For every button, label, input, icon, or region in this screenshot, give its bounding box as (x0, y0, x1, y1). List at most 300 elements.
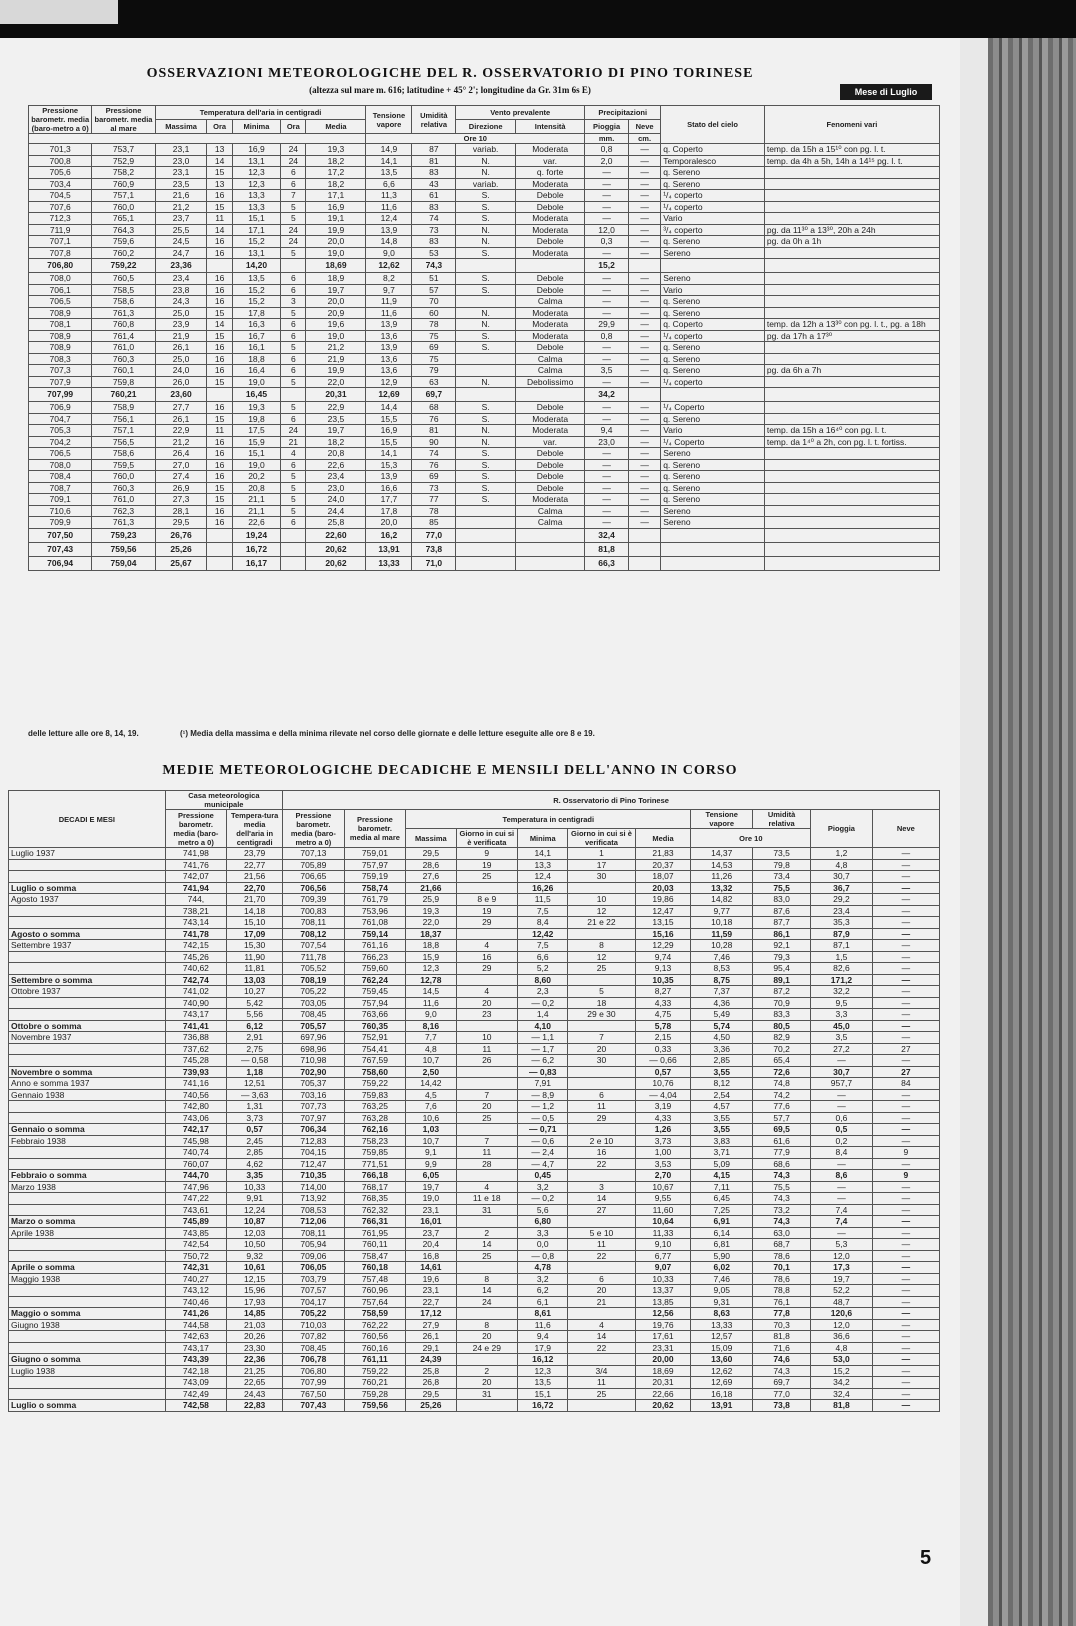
table-cell: 20,37 (635, 859, 691, 871)
table-cell: S. (456, 342, 516, 354)
table-cell: 15,2 (232, 284, 280, 296)
table-cell: 74,3 (753, 1193, 811, 1205)
table-cell: 14,1 (518, 848, 568, 860)
table-cell: 12,9 (366, 376, 412, 388)
table-cell: 24 (281, 425, 306, 437)
table-cell: 707,57 (283, 1285, 345, 1297)
decade-average-row (29, 259, 940, 273)
table-cell: 74,3 (753, 1216, 811, 1228)
table-row (9, 1009, 940, 1021)
table-cell: 29 (456, 917, 518, 929)
table-cell: 24 (281, 236, 306, 248)
col-pressure-sea: Pressione barometr. media al mare (92, 106, 155, 134)
table-cell: 72,6 (753, 1066, 811, 1078)
table-cell: 16 (207, 505, 232, 517)
table-cell: pg. da 11³⁰ a 13³⁰, 20h a 24h (764, 224, 939, 236)
scan-corner (0, 0, 118, 24)
table-row (9, 894, 940, 906)
table-cell: 12 (568, 951, 635, 963)
table-cell (456, 365, 516, 377)
table-cell: 25 (456, 871, 518, 883)
table-cell: 13,91 (691, 1400, 753, 1412)
table-cell: S. (456, 247, 516, 259)
table-cell: 78,6 (753, 1273, 811, 1285)
table-cell: 741,02 (165, 986, 227, 998)
table-cell: 697,96 (283, 1032, 345, 1044)
table-cell: 10,7 (406, 1055, 456, 1067)
table-cell: — (585, 517, 629, 529)
table-cell (764, 556, 939, 570)
table-cell: 759,04 (92, 556, 155, 570)
table-cell: 19,9 (306, 224, 366, 236)
col-temperature: Temperatura dell'aria in centigradi (155, 106, 366, 120)
table-cell: 13,1 (232, 155, 280, 167)
table-cell: S. (456, 402, 516, 414)
table-cell: 19,7 (406, 1181, 456, 1193)
table-cell: q. Sereno (661, 307, 765, 319)
table-cell: 20,0 (366, 517, 412, 529)
table-cell: 18,8 (232, 353, 280, 365)
table-cell: 742,58 (165, 1400, 227, 1412)
table-cell: 9,9 (406, 1158, 456, 1170)
table-cell: 6 (281, 319, 306, 331)
table-cell: 12,03 (227, 1227, 283, 1239)
table-cell: temp. da 15h a 15¹⁰ con pg. l. t. (764, 144, 939, 156)
table-cell: — (872, 1331, 939, 1343)
table-cell (9, 1204, 166, 1216)
table-cell: 53,0 (811, 1354, 873, 1366)
table-cell: S. (456, 273, 516, 285)
table-cell: 29 (568, 1112, 635, 1124)
table-cell: Gennaio 1938 (9, 1089, 166, 1101)
table-cell: 6 (281, 178, 306, 190)
table-cell: 12,4 (518, 871, 568, 883)
table-cell (764, 259, 939, 273)
table-cell: 7,5 (518, 940, 568, 952)
table-cell (568, 1400, 635, 1412)
table-row (29, 236, 940, 248)
table-cell: 18,69 (635, 1365, 691, 1377)
table-cell: 27 (568, 1204, 635, 1216)
table-cell: 22 (568, 1158, 635, 1170)
table-cell: 10,64 (635, 1216, 691, 1228)
table-cell: 5,78 (635, 1020, 691, 1032)
table-cell: 7 (456, 1089, 518, 1101)
table-cell: Settembre 1937 (9, 940, 166, 952)
table-cell: 74,2 (753, 1089, 811, 1101)
table-cell: 3 (281, 296, 306, 308)
table-cell: 7,25 (691, 1204, 753, 1216)
table-cell: S. (456, 213, 516, 225)
table-cell: — 0,66 (635, 1055, 691, 1067)
table-cell: 1,5 (811, 951, 873, 963)
table-cell: ³/₄ coperto (661, 224, 765, 236)
table-cell: 86,1 (753, 928, 811, 940)
table-cell: 15,10 (227, 917, 283, 929)
normal-avg-row (29, 556, 940, 570)
table-cell: Luglio 1937 (9, 848, 166, 860)
table-cell: 25,26 (155, 542, 207, 556)
table-cell: 763,28 (344, 1112, 406, 1124)
table-cell: 707,9 (29, 376, 92, 388)
table-cell: 19,86 (635, 894, 691, 906)
table-cell: 9,07 (635, 1262, 691, 1274)
table-cell: 9,77 (691, 905, 753, 917)
table-cell: 11,90 (227, 951, 283, 963)
table-cell: 6 (281, 365, 306, 377)
table-cell: 19,6 (406, 1273, 456, 1285)
table-cell: Moderata (516, 494, 585, 506)
table-cell: 36,7 (811, 882, 873, 894)
table-cell: 705,89 (283, 859, 345, 871)
table-row (9, 882, 940, 894)
table-cell: 742,07 (165, 871, 227, 883)
table-cell: 16 (207, 236, 232, 248)
table-row (29, 319, 940, 331)
table-cell: 25 (568, 963, 635, 975)
table-cell: 20,62 (306, 556, 366, 570)
table-cell (516, 388, 585, 402)
table-cell: q. Sereno (661, 342, 765, 354)
table-cell: 23,30 (227, 1342, 283, 1354)
table-cell: 743,17 (165, 1009, 227, 1021)
table-cell (456, 882, 518, 894)
table-cell: — (872, 917, 939, 929)
table-cell: — 4,7 (518, 1158, 568, 1170)
table-cell: 15 (207, 482, 232, 494)
table-cell: 13,5 (366, 167, 412, 179)
table-cell: 70,3 (753, 1319, 811, 1331)
table-cell: Sereno (661, 505, 765, 517)
table-cell: — (628, 307, 660, 319)
table-cell: 759,56 (344, 1400, 406, 1412)
table-cell: 20,62 (306, 542, 366, 556)
table-cell: 73,2 (753, 1204, 811, 1216)
table-cell (456, 1124, 518, 1136)
table-cell: Settembre o somma (9, 974, 166, 986)
table-row (29, 213, 940, 225)
table-cell: — (872, 986, 939, 998)
table-cell: 712,3 (29, 213, 92, 225)
table-cell: 45,0 (811, 1020, 873, 1032)
table-cell: 82,6 (811, 963, 873, 975)
table-cell: 77,8 (753, 1308, 811, 1320)
table-cell: Novembre 1937 (9, 1032, 166, 1044)
table-cell: 743,17 (165, 1342, 227, 1354)
table-cell: 10 (456, 1032, 518, 1044)
table-cell: Luglio 1938 (9, 1365, 166, 1377)
table-cell: 760,3 (92, 482, 155, 494)
table-cell: 7,6 (406, 1101, 456, 1113)
table-cell: 13 (207, 144, 232, 156)
table-cell: Debole (516, 273, 585, 285)
table-cell: — (628, 167, 660, 179)
table-cell: 3,55 (691, 1124, 753, 1136)
table-cell: 9,05 (691, 1285, 753, 1297)
table-cell: 17 (568, 859, 635, 871)
table-cell: q. Sereno (661, 236, 765, 248)
table-cell: 12,69 (691, 1377, 753, 1389)
table-cell: 739,93 (165, 1066, 227, 1078)
table-row (9, 1342, 940, 1354)
table-cell: 68,6 (753, 1158, 811, 1170)
table-cell: 20,8 (306, 448, 366, 460)
table-cell: 8 (456, 1273, 518, 1285)
table-cell: — (872, 1262, 939, 1274)
table-cell: 22,6 (306, 459, 366, 471)
table-cell: 703,16 (283, 1089, 345, 1101)
table-cell: ¹/₄ Coperto (661, 402, 765, 414)
table-cell: 741,94 (165, 882, 227, 894)
table-cell (207, 528, 232, 542)
col-precip: Precipitazioni (585, 106, 661, 120)
table-cell: — (628, 201, 660, 213)
decade-average-row (29, 528, 940, 542)
table-cell (281, 556, 306, 570)
table-cell: 758,59 (344, 1308, 406, 1320)
table-cell: 707,99 (283, 1377, 345, 1389)
table-cell: 32,4 (585, 528, 629, 542)
table-cell: 705,57 (283, 1020, 345, 1032)
table-cell (516, 542, 585, 556)
decadal-means-table (8, 790, 940, 1412)
table-cell: N. (456, 376, 516, 388)
table-cell (764, 273, 939, 285)
table-cell: 5,2 (518, 963, 568, 975)
table-cell: 16,1 (232, 342, 280, 354)
table-cell: 81,8 (811, 1400, 873, 1412)
table-cell: 10,76 (635, 1078, 691, 1090)
table-cell: 707,99 (29, 388, 92, 402)
table-cell: — 0,71 (518, 1124, 568, 1136)
page-gutter (960, 38, 988, 1626)
table-cell: 0,45 (518, 1170, 568, 1182)
table-cell: 14,18 (227, 905, 283, 917)
col-hum2: Umidità relativa (753, 810, 811, 829)
table-cell: 1,4 (518, 1009, 568, 1021)
table-cell: 16,4 (232, 365, 280, 377)
table-cell: 26,8 (406, 1377, 456, 1389)
table-cell: 704,5 (29, 190, 92, 202)
table-cell: 120,6 (811, 1308, 873, 1320)
table-cell: 19,24 (232, 528, 280, 542)
table-cell (764, 247, 939, 259)
table-row (29, 167, 940, 179)
table-cell: 27,9 (406, 1319, 456, 1331)
table-cell: 20,26 (227, 1331, 283, 1343)
table-cell: 20 (456, 1331, 518, 1343)
table-cell: — (628, 413, 660, 425)
table-cell: 4 (456, 1181, 518, 1193)
table-cell: — (872, 1308, 939, 1320)
table-cell: 741,41 (165, 1020, 227, 1032)
table-cell: 75 (412, 353, 456, 365)
table-cell: Debole (516, 402, 585, 414)
table-cell: 8,16 (406, 1020, 456, 1032)
table-cell: 705,94 (283, 1239, 345, 1251)
table-cell: Novembre o somma (9, 1066, 166, 1078)
table-cell: 706,78 (283, 1354, 345, 1366)
col-intensity: Intensità (516, 120, 585, 134)
table-cell: 740,46 (165, 1296, 227, 1308)
table-cell: 7,4 (811, 1216, 873, 1228)
table-cell (9, 905, 166, 917)
table-cell: S. (456, 459, 516, 471)
table-cell: 758,6 (92, 296, 155, 308)
table-cell: 17,09 (227, 928, 283, 940)
table-cell: — (628, 494, 660, 506)
table-cell: 742,49 (165, 1388, 227, 1400)
table-cell (516, 259, 585, 273)
table-cell: 22,66 (635, 1388, 691, 1400)
table-cell: 771,51 (344, 1158, 406, 1170)
unit-mm: mm. (585, 134, 629, 144)
table-cell: 87,9 (811, 928, 873, 940)
table-cell: 16,18 (691, 1388, 753, 1400)
table-cell: 5,6 (518, 1204, 568, 1216)
table-cell: 13,37 (635, 1285, 691, 1297)
table-cell: — (585, 448, 629, 460)
table-cell: 22,60 (306, 528, 366, 542)
table-cell: 11,6 (366, 201, 412, 213)
table-cell: 6 (281, 517, 306, 529)
table-cell: Vario (661, 213, 765, 225)
table-cell (764, 178, 939, 190)
table-cell: 710,03 (283, 1319, 345, 1331)
table-cell: S. (456, 448, 516, 460)
table-cell: 707,50 (29, 528, 92, 542)
table-cell: 3,36 (691, 1043, 753, 1055)
table-cell (9, 1009, 166, 1021)
table-cell: 760,21 (92, 388, 155, 402)
table-cell: q. Sereno (661, 413, 765, 425)
table-cell: 90 (412, 436, 456, 448)
table-row (9, 1066, 940, 1078)
table-cell: 754,41 (344, 1043, 406, 1055)
table-cell (568, 1066, 635, 1078)
table-cell: 5 (281, 201, 306, 213)
table-cell: 16 (207, 190, 232, 202)
table-cell: 3,73 (227, 1112, 283, 1124)
table-cell: — (585, 353, 629, 365)
table-cell: — (872, 1250, 939, 1262)
table-cell: 18,8 (406, 940, 456, 952)
table-cell: 15,5 (366, 436, 412, 448)
table-cell: 759,01 (344, 848, 406, 860)
table-cell: 1,31 (227, 1101, 283, 1113)
table-cell: 0,33 (635, 1043, 691, 1055)
table-cell: Agosto 1937 (9, 894, 166, 906)
table-row (9, 859, 940, 871)
table-cell: 760,35 (344, 1020, 406, 1032)
table-cell (9, 963, 166, 975)
table-row (9, 1124, 940, 1136)
table-cell: 8 e 9 (456, 894, 518, 906)
table-cell (661, 388, 765, 402)
table-cell: 14,37 (691, 848, 753, 860)
table-cell: 9 (872, 1147, 939, 1159)
table-cell: 20,31 (635, 1377, 691, 1389)
table-cell: 0,57 (635, 1066, 691, 1078)
table-cell: 760,9 (92, 178, 155, 190)
table-cell: 5 (568, 986, 635, 998)
table-cell: S. (456, 190, 516, 202)
table-cell: 17,9 (518, 1342, 568, 1354)
table-row (9, 1204, 940, 1216)
table-cell: 6,05 (406, 1170, 456, 1182)
table-cell: 14 (456, 1285, 518, 1297)
table-cell: 21,2 (155, 436, 207, 448)
table-cell: 745,89 (165, 1216, 227, 1228)
table-cell: 81,8 (753, 1331, 811, 1343)
table-cell: 79 (412, 365, 456, 377)
table-cell: 0,6 (811, 1112, 873, 1124)
table-cell: 15,16 (635, 928, 691, 940)
table-cell: — (628, 236, 660, 248)
table-cell: 79,3 (753, 951, 811, 963)
table-cell: — (811, 1101, 873, 1113)
table-row (29, 144, 940, 156)
table-cell: 8,12 (691, 1078, 753, 1090)
table-cell: 2 (456, 1365, 518, 1377)
table-cell: N. (456, 167, 516, 179)
table-cell: 7,7 (406, 1032, 456, 1044)
table-cell: 11,6 (406, 997, 456, 1009)
table-cell: 704,2 (29, 436, 92, 448)
table-cell: 20 (456, 1377, 518, 1389)
table-row (29, 342, 940, 354)
table-cell: 69 (412, 342, 456, 354)
table-cell: — 0,2 (518, 997, 568, 1009)
table-cell: 14 (207, 155, 232, 167)
table-cell: 708,11 (283, 917, 345, 929)
table-cell: 7,4 (811, 1204, 873, 1216)
table-cell: 81 (412, 425, 456, 437)
table-cell: 27,6 (406, 871, 456, 883)
table-cell: — (872, 905, 939, 917)
table-cell: 700,8 (29, 155, 92, 167)
table-cell: 705,6 (29, 167, 92, 179)
table-cell: 706,5 (29, 448, 92, 460)
table-cell: 71,0 (412, 556, 456, 570)
table-cell: 23,9 (155, 319, 207, 331)
table-cell: 18,2 (306, 178, 366, 190)
table-cell: 27,0 (155, 459, 207, 471)
table-cell: — 0,58 (227, 1055, 283, 1067)
table-cell: — (872, 1342, 939, 1354)
table-cell (9, 917, 166, 929)
table-cell: 13,6 (366, 353, 412, 365)
table-cell: — (872, 871, 939, 883)
table-cell: 10,28 (691, 940, 753, 952)
table-cell: — (628, 482, 660, 494)
table-cell: 15,9 (406, 951, 456, 963)
table-cell: 15 (207, 330, 232, 342)
table-cell: 17,93 (227, 1296, 283, 1308)
table-cell: — 6,2 (518, 1055, 568, 1067)
table-cell: 21,1 (232, 505, 280, 517)
table-cell: — 0,8 (518, 1250, 568, 1262)
table-cell (456, 974, 518, 986)
table-cell: 5,90 (691, 1250, 753, 1262)
table-cell: 22,36 (227, 1354, 283, 1366)
table-cell: 3,71 (691, 1147, 753, 1159)
table-cell: 758,2 (92, 167, 155, 179)
table-cell: 10,33 (635, 1273, 691, 1285)
table-cell: — (628, 247, 660, 259)
table-cell: 87,1 (811, 940, 873, 952)
table-cell: — (872, 1101, 939, 1113)
